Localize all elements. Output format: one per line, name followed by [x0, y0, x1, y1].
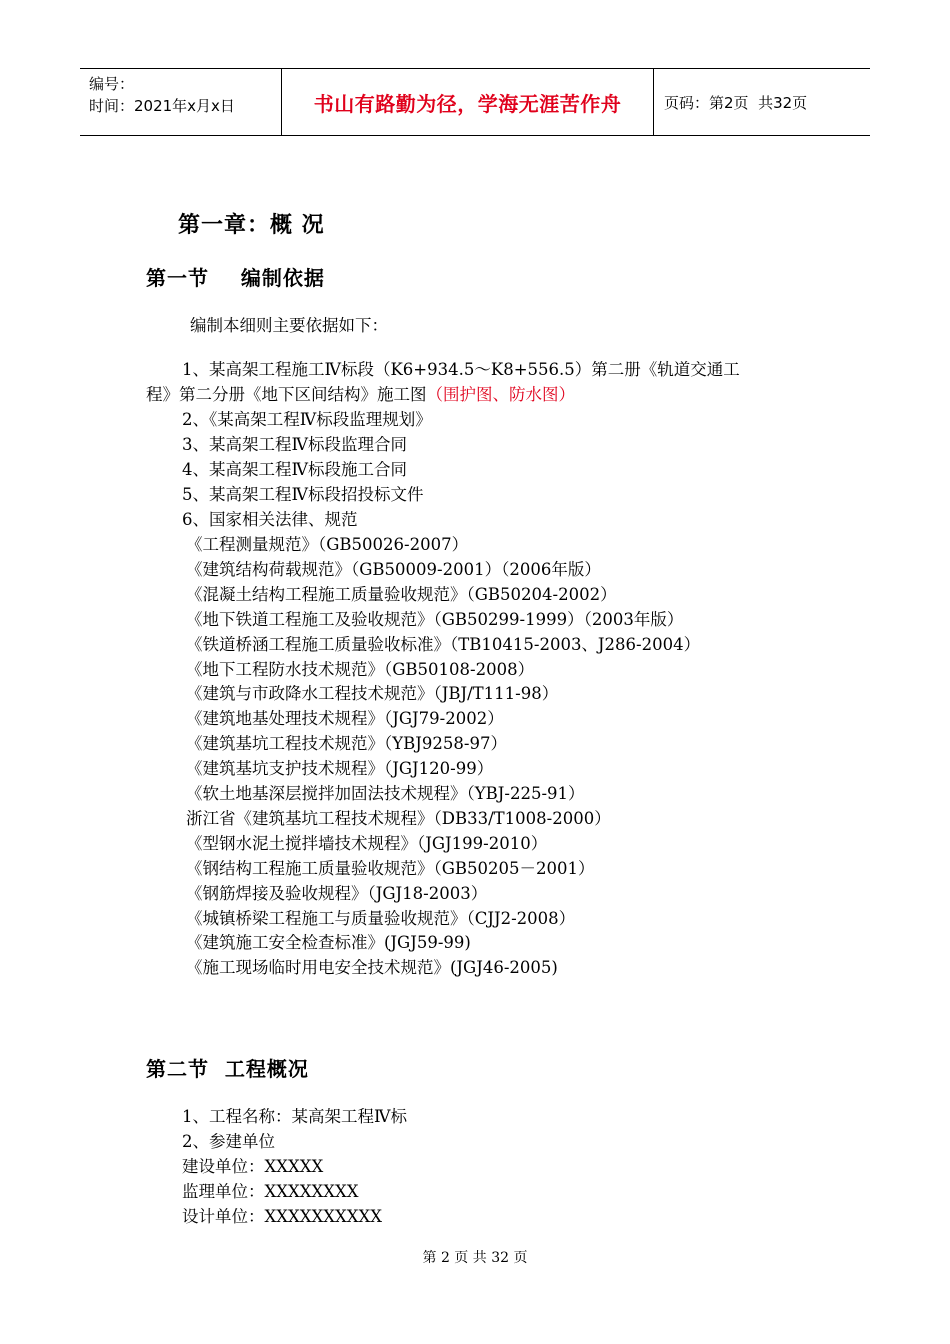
standard-item: 《钢筋焊接及验收规程》（JGJ18-2003）	[186, 883, 488, 903]
standard-item: 《城镇桥梁工程施工与质量验收规范》（CJJ2-2008）	[186, 908, 576, 928]
standard-item: 《钢结构工程施工质量验收规范》（GB50205－2001）	[186, 858, 595, 878]
basis-item: 3、某高架工程Ⅳ标段监理合同	[182, 434, 407, 454]
overview-line: 监理单位：XXXXXXXX	[182, 1181, 359, 1201]
basis-item-1-highlight: （围护图、防水图）	[426, 385, 575, 404]
overview-line: 建设单位：XXXXX	[182, 1156, 324, 1176]
standard-item: 《建筑地基处理技术规程》（JGJ79-2002）	[186, 709, 504, 729]
document-time-label: 时间：2021年x月x日	[89, 97, 235, 115]
section-2-title: 第二节 工程概况	[146, 1057, 309, 1081]
basis-item-1-line-1: 1、某高架工程施工Ⅳ标段（K6+934.5～K8+556.5）第二册《轨道交通工	[182, 360, 740, 379]
standard-item: 《建筑基坑支护技术规程》（JGJ120-99）	[186, 759, 494, 779]
overview-line: 设计单位：XXXXXXXXXX	[182, 1206, 382, 1226]
page-footer: 第 2 页 共 32 页	[422, 1250, 528, 1266]
standard-item: 《铁道桥涵工程施工质量验收标准》（TB10415-2003、J286-2004）	[186, 634, 701, 654]
standard-item: 《混凝土结构工程施工质量验收规范》（GB50204-2002）	[186, 584, 617, 604]
basis-item: 6、国家相关法律、规范	[182, 509, 358, 529]
overview-line: 1、工程名称：某高架工程Ⅳ标	[182, 1107, 407, 1126]
overview-line: 2、参建单位	[182, 1131, 275, 1151]
basis-item: 2、《某高架工程Ⅳ标段监理规划》	[182, 410, 432, 429]
basis-item-1-text: 程》第二分册《地下区间结构》施工图	[146, 385, 427, 404]
header-page-info	[654, 69, 870, 135]
standard-item: 《施工现场临时用电安全技术规范》(JGJ46-2005)	[186, 958, 558, 978]
page-number-label: 页码：第2页 共32页	[664, 93, 808, 112]
document-number-label: 编号：	[89, 75, 135, 93]
basis-item: 5、某高架工程Ⅳ标段招投标文件	[182, 484, 424, 504]
standard-item: 《地下工程防水技术规范》（GB50108-2008）	[186, 659, 535, 679]
standard-item: 《建筑与市政降水工程技术规范》（JBJ/T111-98）	[186, 684, 559, 704]
standard-item: 《建筑结构荷载规范》（GB50009-2001）（2006年版）	[186, 559, 601, 579]
page-header	[80, 68, 870, 136]
basis-item: 4、某高架工程Ⅳ标段施工合同	[182, 459, 407, 479]
section-1-title: 第一节 编制依据	[146, 266, 325, 290]
standard-item: 《建筑基坑工程技术规范》（YBJ9258-97）	[186, 734, 507, 754]
section-1-intro: 编制本细则主要依据如下：	[190, 316, 388, 335]
standard-item: 《工程测量规范》（GB50026-2007）	[186, 535, 469, 554]
header-motto: 书山有路勤为径，学海无涯苦作舟	[282, 69, 654, 135]
standard-item: 《软土地基深层搅拌加固法技术规程》（YBJ-225-91）	[186, 784, 585, 803]
standard-item: 《地下铁道工程施工及验收规范》（GB50299-1999）（2003年版）	[186, 609, 684, 629]
standard-item: 《建筑施工安全检查标准》(JGJ59-99)	[186, 933, 471, 953]
standard-item: 浙江省《建筑基坑工程技术规程》（DB33/T1008-2000）	[186, 808, 611, 828]
header-meta	[80, 69, 282, 135]
basis-item-1-line-2	[146, 382, 575, 407]
chapter-title: 第一章：概 况	[178, 213, 325, 238]
standard-item: 《型钢水泥土搅拌墙技术规程》（JGJ199-2010）	[186, 833, 548, 853]
